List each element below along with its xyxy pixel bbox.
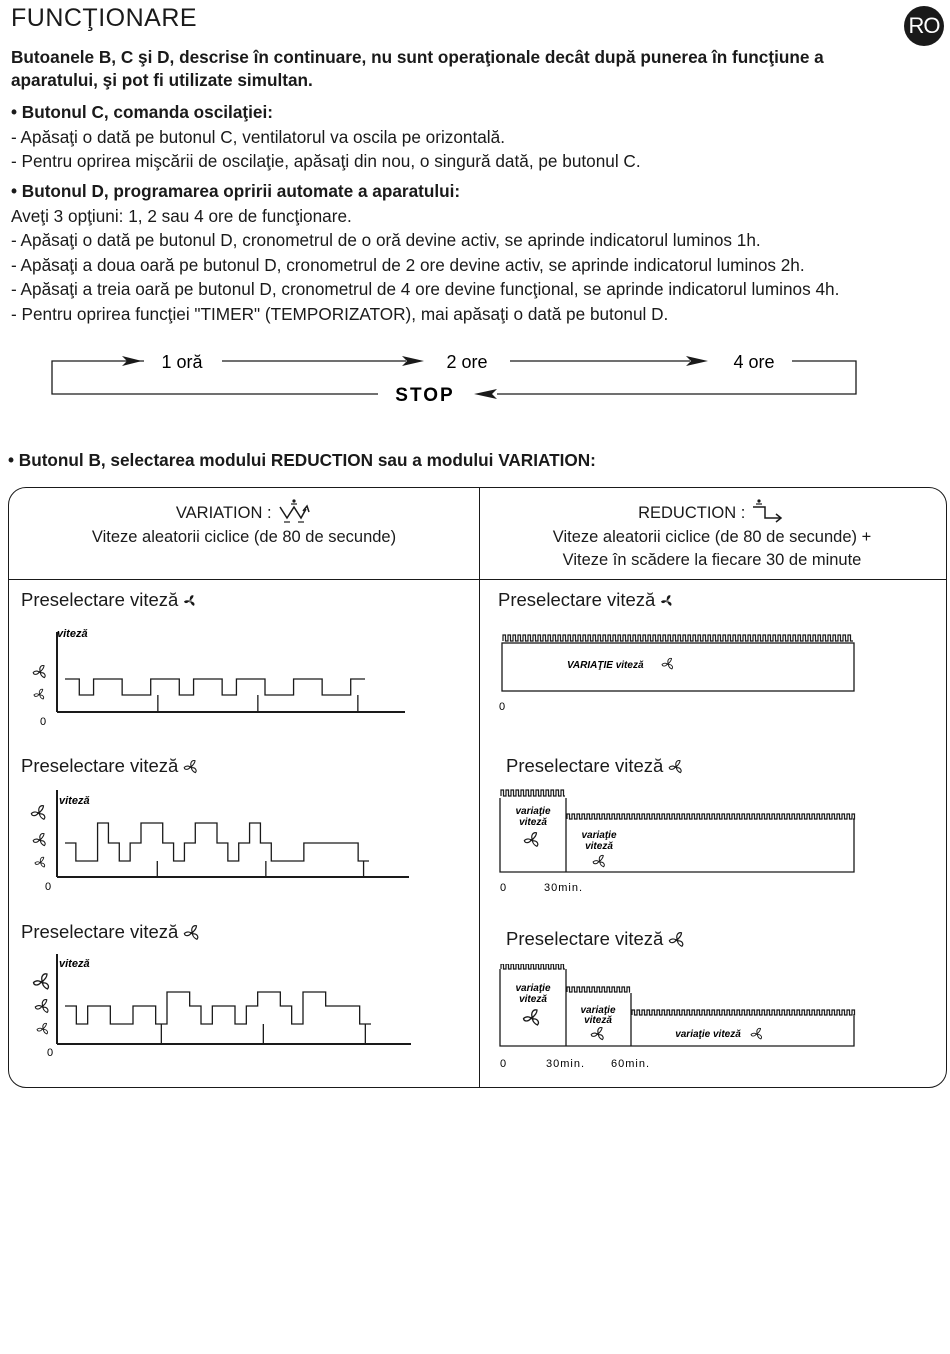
speed-step-line [65, 992, 371, 1024]
axis-zero-label: 0 [499, 701, 506, 713]
reduction-chart-speed-3 [497, 964, 877, 1074]
timer-step-1h: 1 oră [161, 352, 203, 372]
variation-header [9, 498, 479, 549]
segment-label: variaţie [515, 806, 551, 817]
variation-chart-1-title [21, 589, 197, 611]
axis-tick-label: 60min. [611, 1058, 651, 1070]
speed-step-line [65, 679, 365, 695]
variation-chart-3-title [21, 921, 201, 943]
segment-label: variaţie [580, 1005, 616, 1016]
axis-speed-label: viteză [59, 958, 90, 970]
speed-variation-comb [632, 1010, 855, 1015]
fan-speed-icon [34, 974, 49, 989]
fan-speed-icon [31, 806, 44, 820]
axis-speed-label: viteză [57, 628, 88, 640]
timer-cycle-diagram [0, 340, 950, 410]
axis-speed-label: viteză [59, 795, 90, 807]
fan-speed-icon [751, 1028, 761, 1039]
mode-comparison-table [8, 487, 947, 1088]
speed-step-line [65, 823, 369, 861]
axis-tick-label: 30min. [544, 882, 584, 894]
fan-speed-icon [37, 1023, 47, 1034]
fan-speed-icon [35, 857, 45, 867]
preselect-label: Preselectare viteză [21, 755, 179, 776]
variation-title: VARIATION : [175, 504, 272, 522]
reduction-chart-2-title [506, 755, 684, 777]
fan-speed-icon [34, 689, 44, 699]
speed-variation-comb [567, 814, 855, 819]
button-c-line: - Pentru oprirea mişcării de oscilaţie, apăsaţi din nou, o singură dată, pe butonul C. [11, 151, 641, 171]
fan-speed-icon [524, 1010, 539, 1025]
reduction-chart-speed-2 [497, 786, 877, 896]
fan-speed-icon [183, 759, 199, 775]
segment-label: viteză [585, 841, 613, 852]
arrow-icon [474, 389, 497, 399]
button-c-section [11, 100, 946, 174]
reduction-chart-speed-1 [497, 628, 877, 718]
reduction-title: REDUCTION : [638, 504, 746, 522]
preselect-label: Preselectare viteză [506, 755, 664, 776]
reduction-header [477, 498, 947, 573]
column-divider [479, 488, 480, 1087]
fan-speed-icon [660, 594, 674, 608]
fan-speed-icon [33, 833, 45, 845]
variation-chart-speed-1 [19, 622, 419, 734]
fan-speed-icon [524, 833, 537, 847]
axis-zero-label: 0 [500, 1058, 507, 1070]
fan-speed-icon [662, 658, 672, 669]
button-c-line: - Apăsaţi o dată pe butonul C, ventilatorul va oscila pe orizontală. [11, 126, 505, 147]
language-badge: RO [904, 6, 944, 46]
fan-speed-icon [591, 1027, 603, 1039]
button-d-line: - Apăsaţi a doua oară pe butonul D, cronometrul de 2 ore devine activ, se aprinde indicatorul luminos 2h. [11, 254, 805, 275]
fan-speed-icon [35, 1000, 48, 1013]
fan-speed-icon [183, 594, 197, 608]
axis-zero-label: 0 [40, 716, 47, 728]
timer-step-4h: 4 ore [733, 352, 775, 372]
button-b-heading: • Butonul B, selectarea modului REDUCTION sau a modului VARIATION: [8, 450, 596, 470]
speed-variation-comb [501, 790, 565, 796]
segment-label: VARIAŢIE viteză [567, 660, 644, 671]
intro-text: Butoanele B, C şi D, descrise în continuare, nu sunt operaţionale decât după punerea în funcţiune a aparatului, şi pot fi utilizate simultan. [11, 47, 824, 90]
axis-zero-label: 0 [45, 881, 52, 893]
variation-chart-2-title [21, 755, 199, 777]
button-d-section [11, 179, 946, 326]
axis-zero-label: 0 [500, 882, 507, 894]
preselect-label: Preselectare viteză [21, 589, 179, 610]
button-d-heading: • Butonul D, programarea opririi automate a aparatului: [11, 181, 461, 201]
preselect-label: Preselectare viteză [506, 928, 664, 949]
fan-speed-icon [668, 759, 684, 775]
segment-label: variaţie [581, 830, 617, 841]
fan-speed-icon [593, 855, 604, 866]
speed-variation-comb [567, 987, 630, 992]
segment-label: viteză [519, 994, 547, 1005]
button-d-line: - Pentru oprirea funcţiei "TIMER" (TEMPORIZATOR), mai apăsaţi o dată pe butonul D. [11, 303, 669, 324]
segment-label: variaţie viteză [675, 1029, 741, 1040]
button-d-line: - Apăsaţi a treia oară pe butonul D, cronometrul de 4 ore devine funcţional, se aprinde indicatorul luminos 4h. [11, 279, 840, 299]
segment-label: variaţie [515, 983, 551, 994]
variation-chart-speed-3 [19, 954, 419, 1062]
reduction-desc-line1: Viteze aleatorii ciclice (de 80 de secunde) + [552, 527, 872, 546]
reduction-chart-3-title [506, 928, 686, 950]
timer-step-2h: 2 ore [446, 352, 488, 372]
button-c-heading: • Butonul C, comanda oscilaţiei: [11, 102, 273, 122]
speed-variation-comb [501, 964, 565, 969]
timer-stop-label: STOP [395, 385, 455, 406]
axis-tick-label: 30min. [546, 1058, 586, 1070]
fan-speed-icon [33, 665, 45, 677]
reduction-mode-icon [750, 498, 786, 524]
reduction-chart-1-title [498, 589, 674, 611]
preselect-label: Preselectare viteză [498, 589, 656, 610]
variation-desc: Viteze aleatorii ciclice (de 80 de secunde) [91, 527, 397, 546]
segment-label: viteză [519, 817, 547, 828]
page-title: FUNCŢIONARE [11, 4, 198, 32]
segment-label: viteză [584, 1015, 612, 1026]
fan-speed-icon [668, 931, 686, 949]
fan-speed-icon [183, 924, 201, 942]
button-d-line: - Apăsaţi o dată pe butonul D, cronometrul de o oră devine activ, se aprinde indicatorul luminos 1h. [11, 230, 761, 250]
variation-mode-icon [276, 498, 312, 524]
speed-variation-comb [503, 635, 853, 641]
variation-chart-speed-2 [19, 790, 419, 895]
button-d-line: Aveţi 3 opţiuni: 1, 2 sau 4 ore de funcţionare. [11, 205, 352, 226]
axis-zero-label: 0 [47, 1047, 54, 1059]
reduction-desc-line2: Viteze în scădere la fiecare 30 de minute [562, 551, 862, 569]
header-divider [9, 579, 946, 580]
preselect-label: Preselectare viteză [21, 921, 179, 942]
